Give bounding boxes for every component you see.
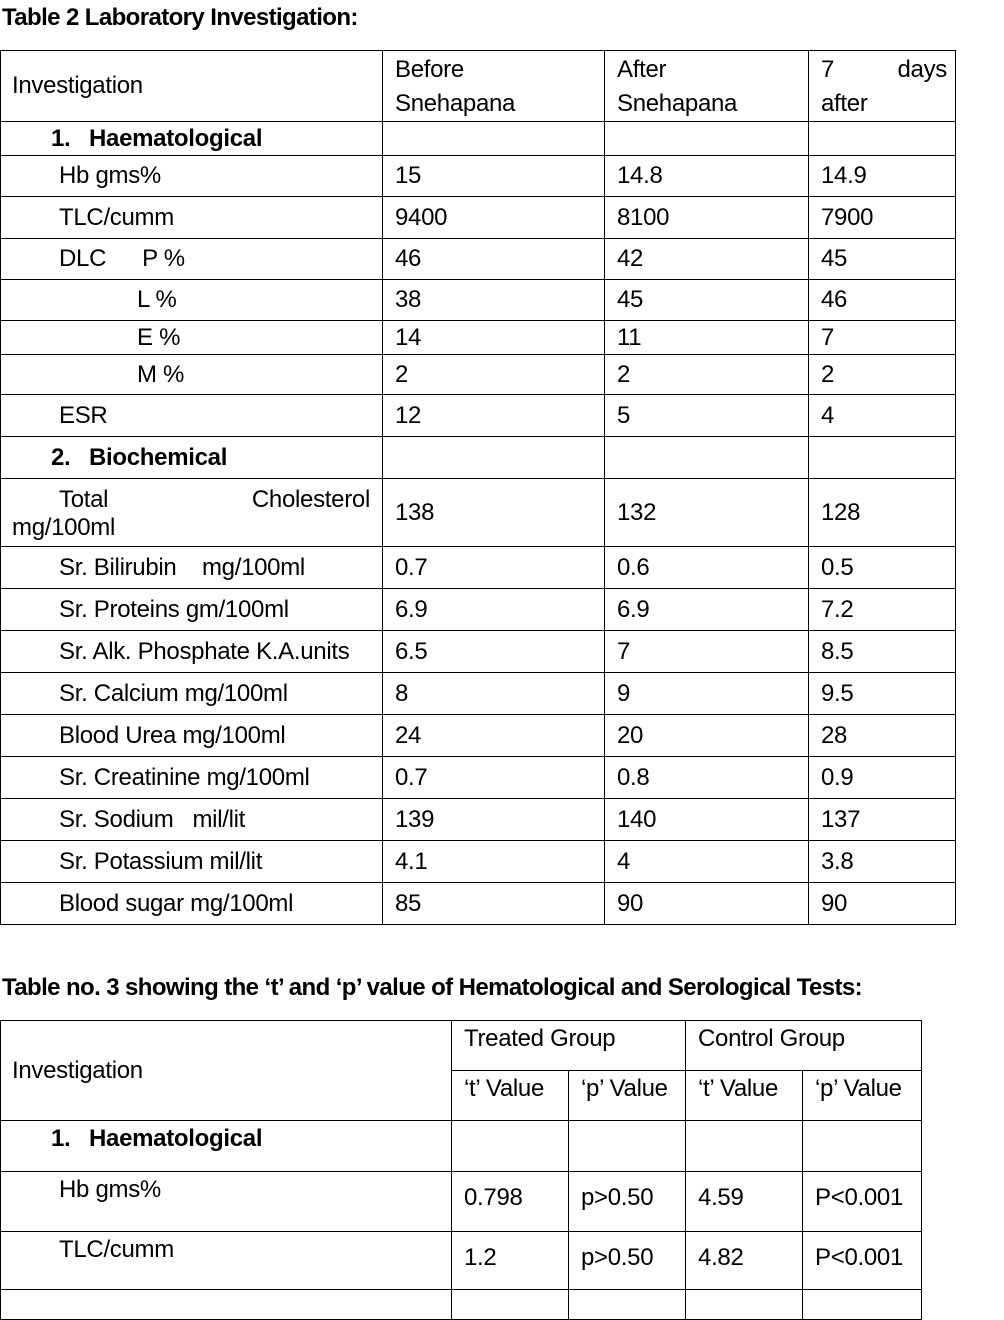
- header-control-t-value: ‘t’ Value: [686, 1071, 803, 1121]
- header-control-p-value: ‘p’ Value: [803, 1071, 922, 1121]
- treated-p-value: p>0.50: [569, 1232, 686, 1290]
- value-seven-days: 137: [809, 799, 956, 841]
- empty-cell: [569, 1121, 686, 1172]
- header-treated-group: Treated Group: [452, 1021, 686, 1071]
- row-label-unit: mg/100ml: [12, 513, 115, 541]
- value-before: 139: [383, 799, 605, 841]
- empty-cell: [383, 122, 605, 156]
- header-before-line2: Snehapana: [395, 90, 516, 117]
- value-before: 15: [383, 156, 605, 197]
- header-seven-num: 7: [821, 56, 835, 83]
- section-row: [1, 437, 956, 479]
- value-after: 9: [605, 673, 809, 715]
- table-row: [1, 631, 956, 673]
- empty-cell: [686, 1290, 803, 1320]
- header-seven-days: days: [897, 56, 947, 83]
- value-seven-days: 45: [809, 239, 956, 280]
- table2-caption: Table 2 Laboratory Investigation:: [2, 4, 358, 31]
- section-haematological: [1, 1121, 452, 1172]
- header-seven-line1: [821, 53, 955, 87]
- empty-cell: [605, 122, 809, 156]
- t-p-value-table: [0, 1020, 922, 1320]
- row-label: M %: [1, 355, 383, 395]
- table-row: [1, 589, 956, 631]
- header-seven-line2: after: [821, 90, 868, 117]
- header-investigation: Investigation: [1, 1021, 452, 1121]
- value-before: 38: [383, 280, 605, 321]
- empty-cell: [803, 1121, 922, 1172]
- value-after: 8100: [605, 197, 809, 239]
- value-seven-days: 7.2: [809, 589, 956, 631]
- table-row: [1, 355, 956, 395]
- row-label-p: P %: [142, 245, 185, 272]
- header-before: [383, 51, 605, 122]
- row-label: Blood sugar mg/100ml: [1, 883, 383, 925]
- value-before: 6.5: [383, 631, 605, 673]
- value-seven-days: 7: [809, 321, 956, 355]
- table-row: [1, 673, 956, 715]
- table-row: [1, 321, 956, 355]
- value-before: 85: [383, 883, 605, 925]
- row-label: TLC/cumm: [1, 197, 383, 239]
- table-row: [1, 395, 956, 437]
- section-number: 1.: [51, 124, 71, 152]
- empty-cell: [809, 122, 956, 156]
- row-label: Blood Urea mg/100ml: [1, 715, 383, 757]
- header-treated-p-value: ‘p’ Value: [569, 1071, 686, 1121]
- value-seven-days: 8.5: [809, 631, 956, 673]
- table-row: [1, 883, 956, 925]
- table-row: [1, 479, 956, 547]
- value-after: 14.8: [605, 156, 809, 197]
- table-row: [1, 1172, 922, 1232]
- row-label: Hb gms%: [1, 156, 383, 197]
- section-number: 1.: [51, 1125, 71, 1152]
- row-label-total: Total: [59, 485, 109, 513]
- value-before: 4.1: [383, 841, 605, 883]
- row-label: Sr. Proteins gm/100ml: [1, 589, 383, 631]
- value-after: 20: [605, 715, 809, 757]
- value-seven-days: 3.8: [809, 841, 956, 883]
- row-label: Sr. Potassium mil/lit: [1, 841, 383, 883]
- value-before: 12: [383, 395, 605, 437]
- value-after: 11: [605, 321, 809, 355]
- value-before: 14: [383, 321, 605, 355]
- table-row-partial: [1, 1290, 922, 1320]
- row-label: TLC/cumm: [1, 1232, 452, 1290]
- header-after: [605, 51, 809, 122]
- value-seven-days: 7900: [809, 197, 956, 239]
- value-seven-days: 2: [809, 355, 956, 395]
- value-before: 46: [383, 239, 605, 280]
- value-after: 7: [605, 631, 809, 673]
- value-after: 0.6: [605, 547, 809, 589]
- empty-cell: [809, 437, 956, 479]
- value-after: 140: [605, 799, 809, 841]
- value-seven-days: 90: [809, 883, 956, 925]
- table-row: [1, 1232, 922, 1290]
- section-row: [1, 1121, 922, 1172]
- control-p-value: P<0.001: [803, 1172, 922, 1232]
- value-after: 132: [605, 479, 809, 547]
- value-before: 6.9: [383, 589, 605, 631]
- table-row: [1, 280, 956, 321]
- section-haematological: [1, 122, 383, 156]
- header-after-line2: Snehapana: [617, 90, 738, 117]
- control-t-value: 4.82: [686, 1232, 803, 1290]
- empty-cell: [1, 1290, 452, 1320]
- value-after: 0.8: [605, 757, 809, 799]
- table-header-row: [1, 1021, 922, 1071]
- table-row: [1, 239, 956, 280]
- header-investigation: Investigation: [1, 51, 383, 122]
- value-after: 90: [605, 883, 809, 925]
- value-seven-days: 128: [809, 479, 956, 547]
- row-label: Sr. Calcium mg/100ml: [1, 673, 383, 715]
- empty-cell: [383, 437, 605, 479]
- value-after: 4: [605, 841, 809, 883]
- value-seven-days: 0.9: [809, 757, 956, 799]
- value-after: 42: [605, 239, 809, 280]
- value-seven-days: 9.5: [809, 673, 956, 715]
- value-after: 6.9: [605, 589, 809, 631]
- row-label: E %: [1, 321, 383, 355]
- value-seven-days: 0.5: [809, 547, 956, 589]
- empty-cell: [803, 1290, 922, 1320]
- value-seven-days: 28: [809, 715, 956, 757]
- value-after: 2: [605, 355, 809, 395]
- value-before: 9400: [383, 197, 605, 239]
- header-before-line1: Before: [395, 56, 464, 83]
- row-label: Sr. Sodium mil/lit: [1, 799, 383, 841]
- table-row: [1, 757, 956, 799]
- value-after: 5: [605, 395, 809, 437]
- empty-cell: [452, 1290, 569, 1320]
- value-seven-days: 46: [809, 280, 956, 321]
- table-row: [1, 156, 956, 197]
- row-label: [1, 479, 383, 547]
- row-label: Hb gms%: [1, 1172, 452, 1232]
- row-label: ESR: [1, 395, 383, 437]
- table-header-row: [1, 51, 956, 122]
- row-label: Sr. Creatinine mg/100ml: [1, 757, 383, 799]
- value-seven-days: 4: [809, 395, 956, 437]
- control-t-value: 4.59: [686, 1172, 803, 1232]
- section-row: [1, 122, 956, 156]
- row-label: [1, 239, 383, 280]
- table-row: [1, 841, 956, 883]
- section-biochemical: [1, 437, 383, 479]
- laboratory-investigation-table: [0, 50, 956, 925]
- control-p-value: P<0.001: [803, 1232, 922, 1290]
- value-after: 45: [605, 280, 809, 321]
- section-label: Haematological: [89, 1125, 263, 1152]
- table-row: [1, 547, 956, 589]
- value-before: 0.7: [383, 547, 605, 589]
- empty-cell: [686, 1121, 803, 1172]
- table-row: [1, 197, 956, 239]
- header-treated-t-value: ‘t’ Value: [452, 1071, 569, 1121]
- section-number: 2.: [51, 443, 71, 471]
- row-label-line1: [1, 486, 382, 514]
- treated-t-value: 0.798: [452, 1172, 569, 1232]
- empty-cell: [452, 1121, 569, 1172]
- row-label-dlc: DLC: [59, 245, 107, 272]
- value-before: 138: [383, 479, 605, 547]
- treated-t-value: 1.2: [452, 1232, 569, 1290]
- row-label-cholesterol: Cholesterol: [251, 485, 370, 513]
- row-label: Sr. Bilirubin mg/100ml: [1, 547, 383, 589]
- value-seven-days: 14.9: [809, 156, 956, 197]
- treated-p-value: p>0.50: [569, 1172, 686, 1232]
- section-label: Biochemical: [89, 443, 228, 471]
- empty-cell: [605, 437, 809, 479]
- header-seven-days-after: [809, 51, 956, 122]
- value-before: 24: [383, 715, 605, 757]
- header-after-line1: After: [617, 56, 667, 83]
- row-label: L %: [1, 280, 383, 321]
- row-label: Sr. Alk. Phosphate K.A.units: [1, 631, 383, 673]
- value-before: 8: [383, 673, 605, 715]
- table3-caption: Table no. 3 showing the ‘t’ and ‘p’ value of Hematological and Serological Tests:: [2, 974, 863, 1001]
- empty-cell: [569, 1290, 686, 1320]
- table-row: [1, 715, 956, 757]
- value-before: 0.7: [383, 757, 605, 799]
- value-before: 2: [383, 355, 605, 395]
- header-control-group: Control Group: [686, 1021, 922, 1071]
- table-row: [1, 799, 956, 841]
- section-label: Haematological: [89, 124, 263, 152]
